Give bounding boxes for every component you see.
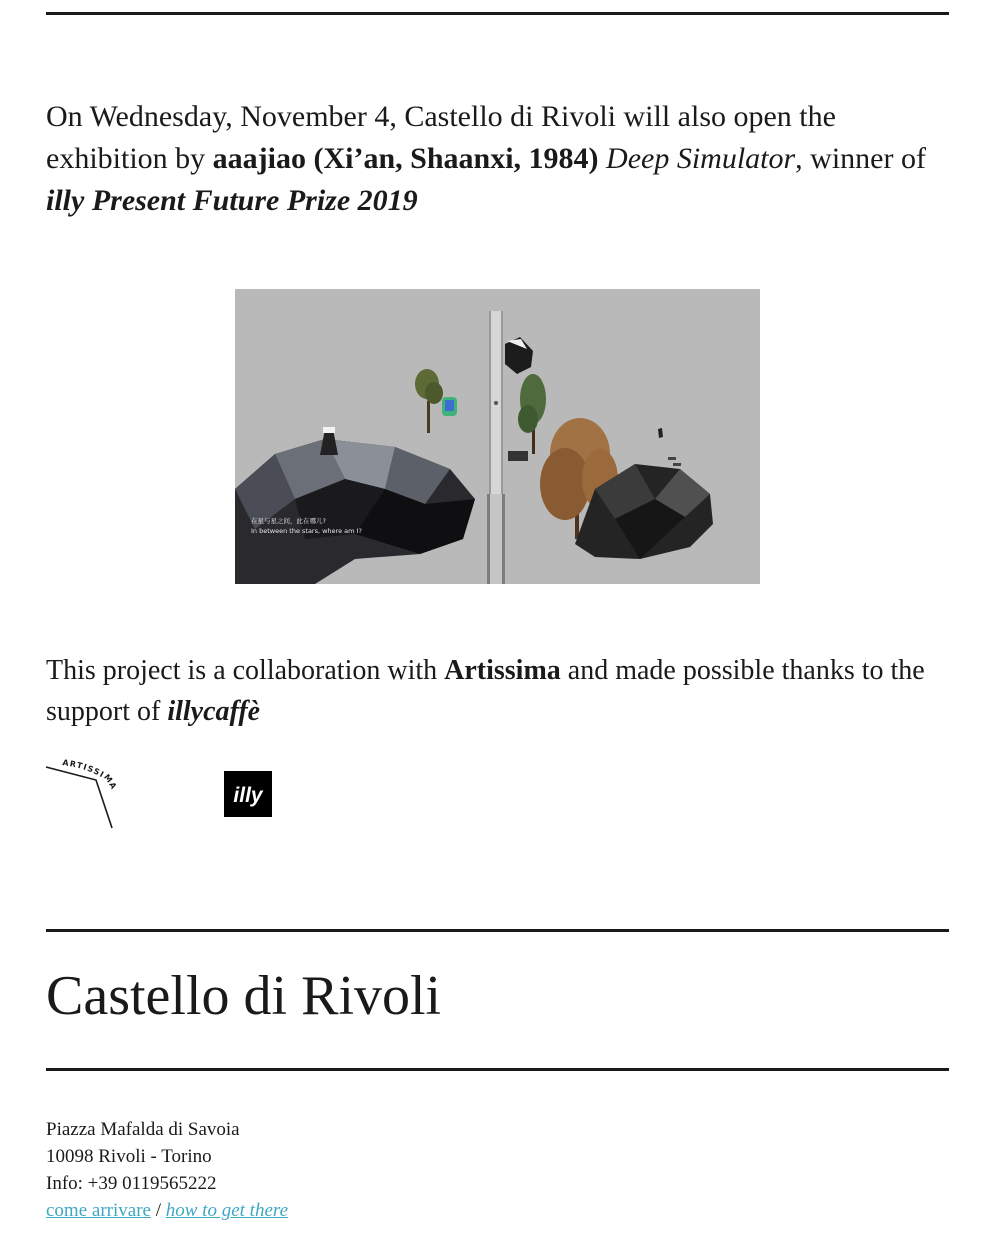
top-divider [46,12,949,15]
artwork-subtitle-en: In between the stars, where am I? [251,527,362,535]
intro-text-2: , winner of [795,142,926,175]
illy-logo[interactable] [224,771,272,817]
artwork-image [235,289,760,584]
come-arrivare-link[interactable]: come arrivare [46,1200,151,1221]
artissima-logo-text: ARTISSIMA [61,758,119,792]
directions-links: come arrivare / how to get there [46,1200,288,1221]
sponsor-name: illycaffè [167,696,261,727]
artissima-logo[interactable] [44,758,124,834]
illy-logo-text: illy [233,784,263,807]
artist-name: aaajiao (Xi’an, Shaanxi, 1984) [212,142,599,175]
footer-divider-bottom [46,1068,949,1071]
partner-name: Artissima [444,655,561,686]
artwork-still [235,289,760,584]
how-to-get-there-link[interactable]: how to get there [165,1200,288,1221]
svg-text:ARTISSIMA [62,758,119,792]
collaboration-paragraph: This project is a collaboration with Artissima and made possible thanks to the support of illycaffè [46,655,925,727]
address-block [46,1116,288,1224]
work-title: Deep Simulator [606,142,796,175]
prize-name: illy Present Future Prize 2019 [46,184,418,217]
address-city: 10098 Rivoli - Torino [46,1146,212,1167]
site-title: Castello di Rivoli [46,965,442,1027]
intro-text: On Wednesday, November 4, Castello di Rivoli will also open the exhibition by [46,100,836,175]
address-street: Piazza Mafalda di Savoia [46,1119,240,1140]
artwork-subtitle-cn: 在星与星之间，此在哪儿? [251,517,326,525]
footer-divider-top [46,929,949,932]
info-phone: Info: +39 0119565222 [46,1173,217,1194]
intro-paragraph [46,96,926,222]
